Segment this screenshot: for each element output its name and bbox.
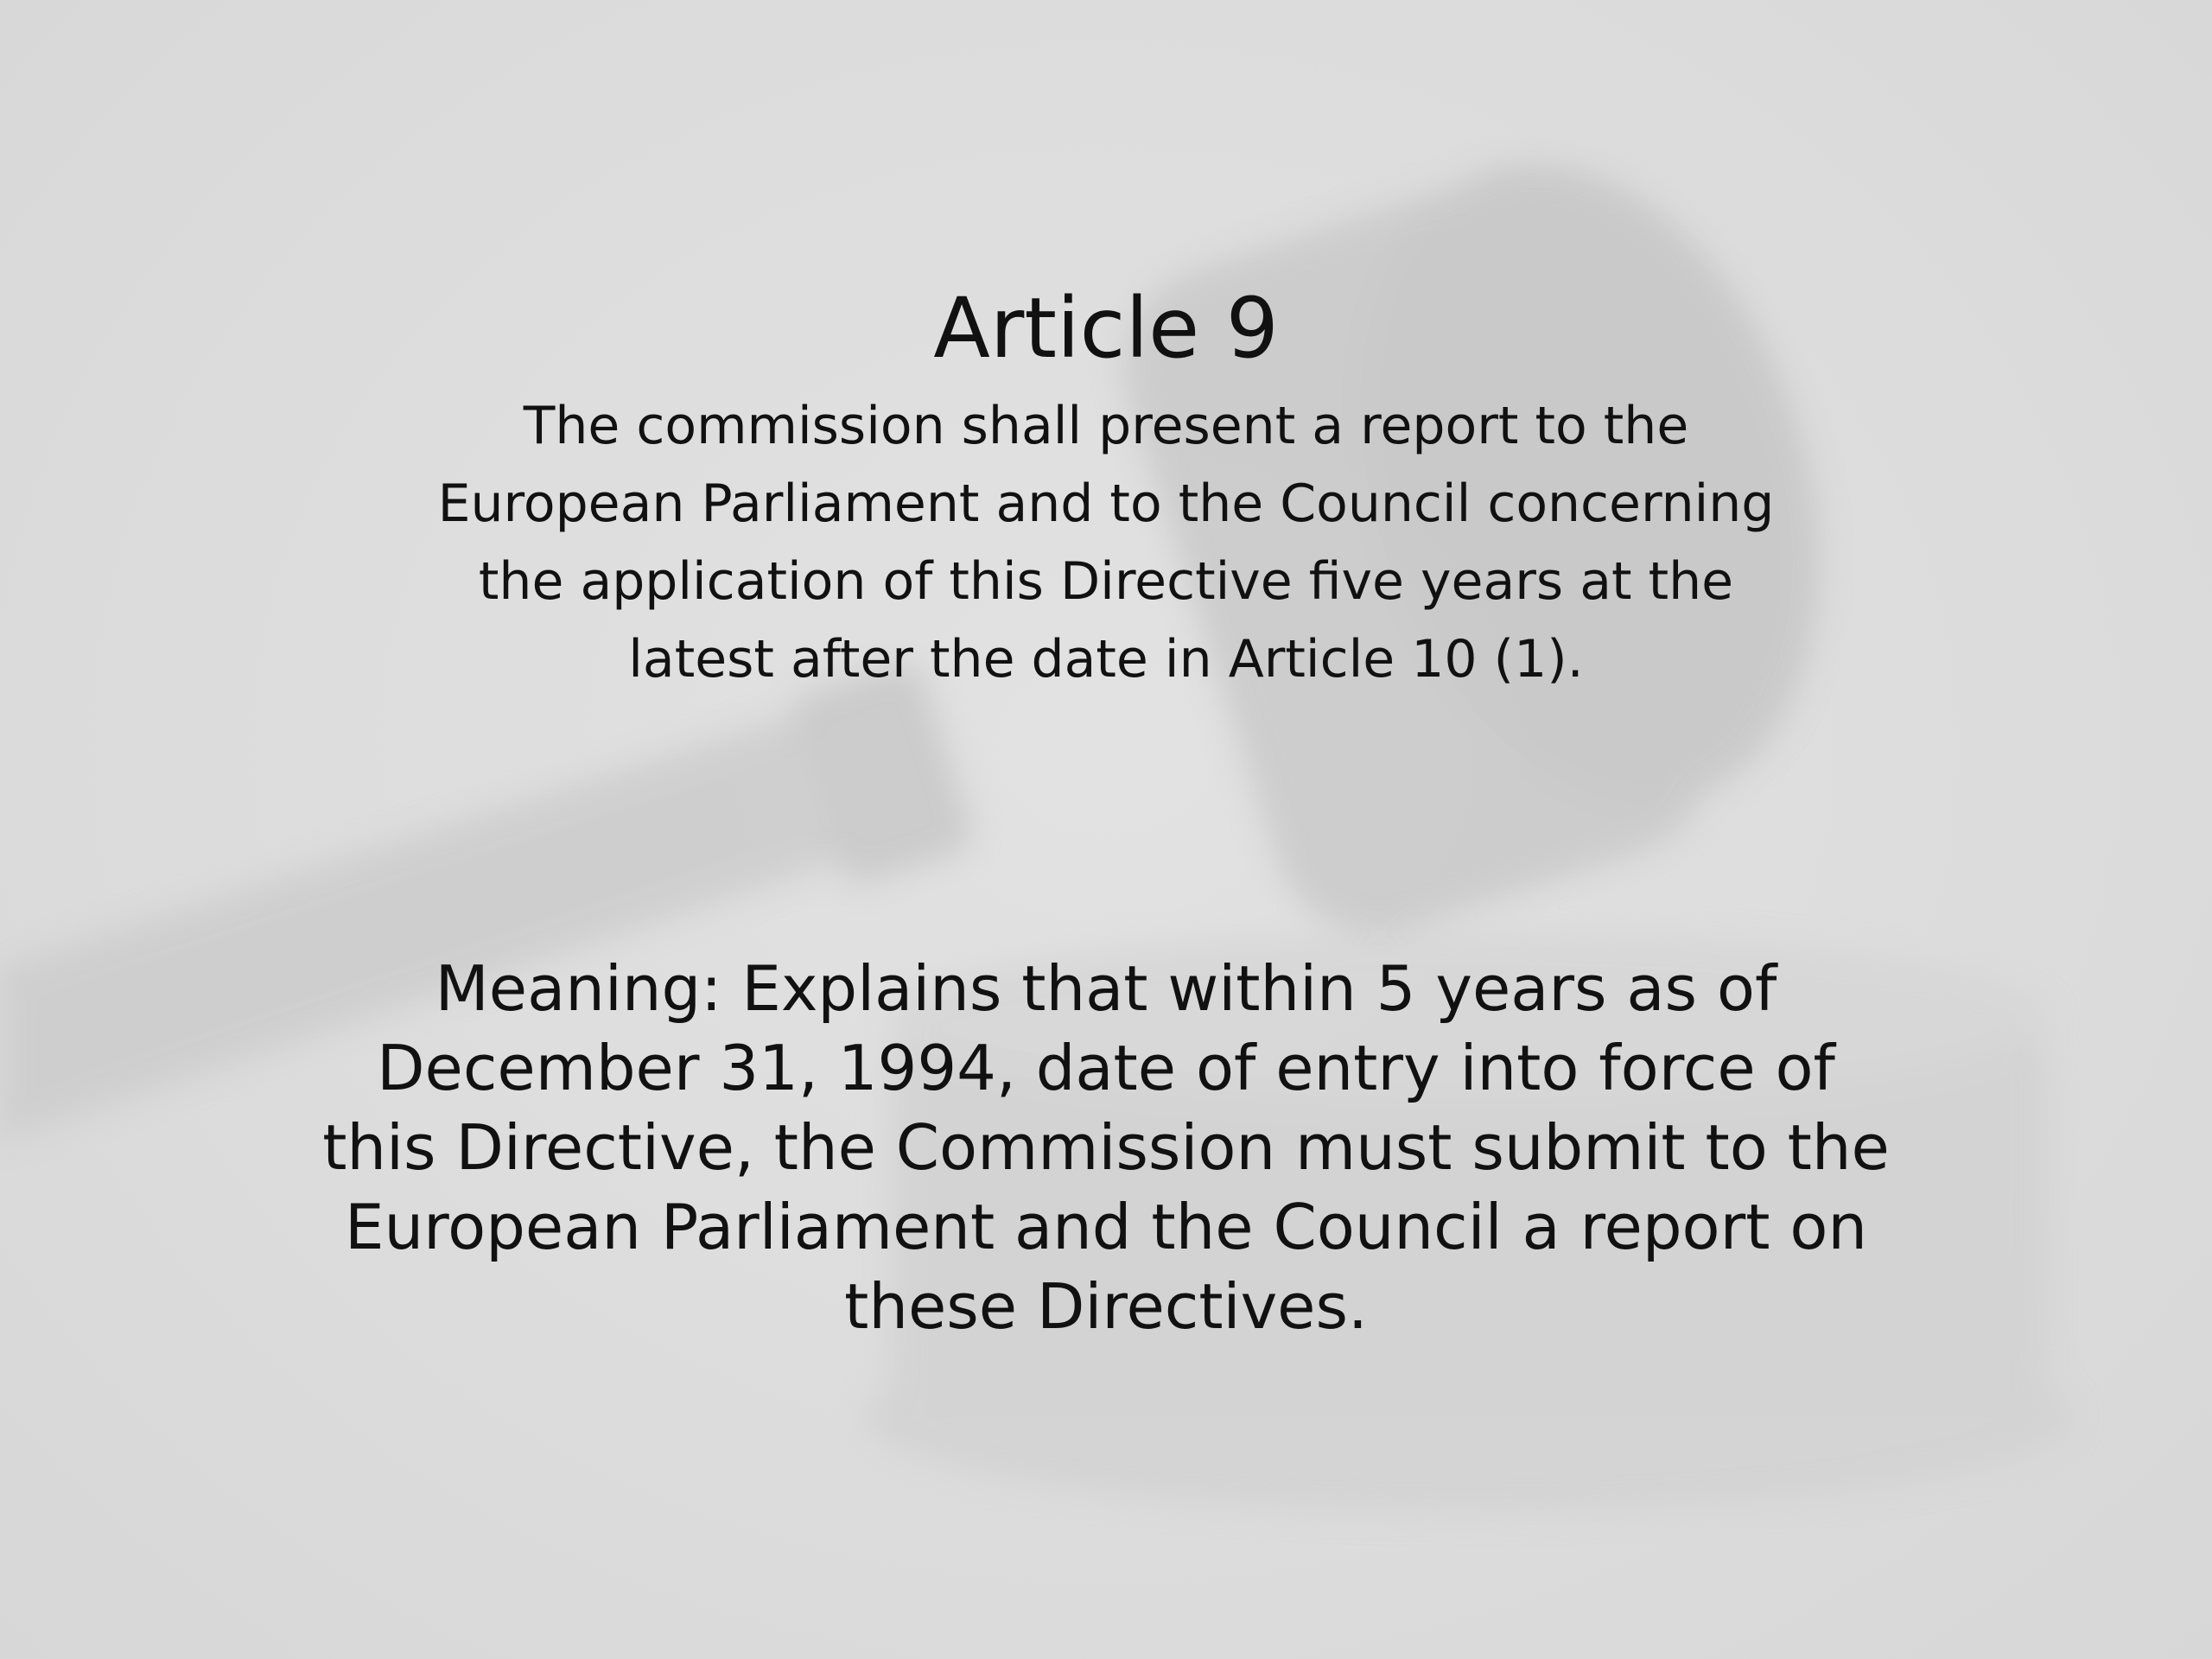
article-text-line: latest after the date in Article 10 (1).	[628, 629, 1584, 690]
article-text-line: The commission shall present a report to the	[523, 396, 1689, 456]
meaning-text-line: European Parliament and the Council a report on	[345, 1191, 1867, 1263]
meaning-text	[0, 949, 2212, 1346]
slide-title: Article 9	[933, 280, 1279, 377]
meaning-text-line: December 31, 1994, date of entry into force of	[377, 1032, 1835, 1104]
meaning-text-line: this Directive, the Commission must submit to the	[322, 1111, 1890, 1184]
meaning-text-line: Meaning: Explains that within 5 years as of	[435, 952, 1777, 1025]
article-text-line: European Parliament and to the Council concerning	[437, 474, 1775, 534]
article-text	[0, 387, 2212, 698]
meaning-text-line: these Directives.	[844, 1270, 1368, 1343]
article-text-line: the application of this Directive five years at the	[478, 551, 1734, 612]
